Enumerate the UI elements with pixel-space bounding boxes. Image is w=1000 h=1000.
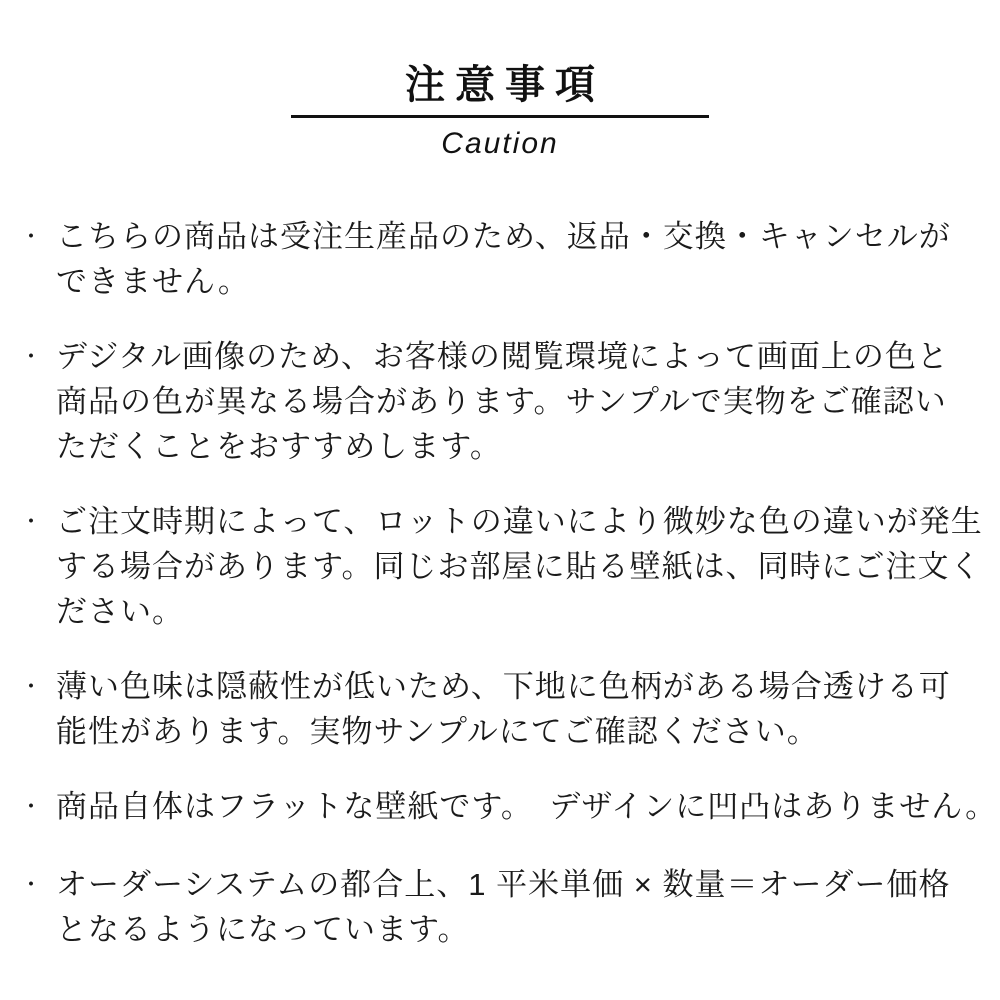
bullet-icon: ・ (20, 344, 44, 369)
page-title: 注意事項 (405, 63, 605, 107)
caution-header (0, 0, 1000, 161)
bullet-icon: ・ (20, 674, 44, 699)
note-line: 商品自体はフラットな壁紙です。 デザインに凹凸はありません。 (56, 789, 998, 824)
bullet-icon: ・ (20, 872, 44, 897)
title-divider (291, 115, 709, 118)
note-line: できません。 (56, 264, 250, 299)
note-line: デジタル画像のため、お客様の閲覧環境によって画面上の色と (56, 339, 949, 374)
note-line: ただくことをおすすめします。 (56, 429, 502, 464)
page-subtitle: Caution (441, 127, 559, 160)
notes-list (0, 214, 998, 952)
note-line: オーダーシステムの都合上、1 平米単価 × 数量＝オーダー価格 (56, 867, 951, 902)
note-line: 能性があります。実物サンプルにてご確認ください。 (56, 714, 819, 749)
bullet-icon: ・ (20, 224, 44, 249)
note-item-return-policy (0, 214, 964, 304)
note-line: ご注文時期によって、ロットの違いにより微妙な色の違いが発生 (56, 504, 983, 539)
note-line: 薄い色味は隠蔽性が低いため、下地に色柄がある場合透ける可 (56, 669, 951, 704)
note-item-color-display (0, 334, 964, 469)
note-item-opacity (0, 664, 964, 754)
bullet-icon: ・ (20, 794, 44, 819)
note-item-lot-difference (0, 499, 983, 634)
note-line: こちらの商品は受注生産品のため、返品・交換・キャンセルが (56, 219, 951, 254)
note-line: ださい。 (56, 594, 184, 629)
note-item-order-pricing (0, 862, 964, 952)
note-item-flat-wallpaper (0, 784, 998, 829)
note-line: 商品の色が異なる場合があります。サンプルで実物をご確認い (56, 384, 947, 419)
note-line: となるようになっています。 (56, 912, 470, 947)
bullet-icon: ・ (20, 509, 44, 534)
note-line: する場合があります。同じお部屋に貼る壁紙は、同時にご注文く (56, 549, 982, 584)
